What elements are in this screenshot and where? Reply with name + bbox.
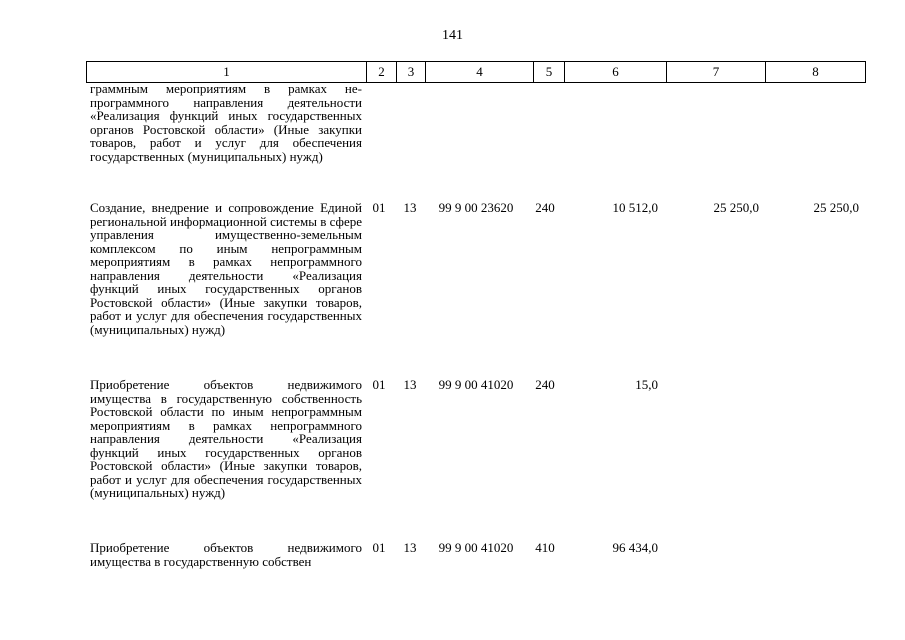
header-col-3: 3 xyxy=(397,62,426,83)
header-col-5: 5 xyxy=(534,62,565,83)
page-number: 141 xyxy=(442,28,463,43)
header-row xyxy=(87,62,866,83)
row-target-article: 99 9 00 41020 xyxy=(438,540,514,555)
row-subsection-code: 13 xyxy=(403,540,417,555)
header-col-2: 2 xyxy=(367,62,397,83)
row-section-code: 01 xyxy=(372,200,386,215)
row-amount-year1: 10 512,0 xyxy=(612,200,658,215)
row-section-code: 01 xyxy=(372,377,386,392)
row-subsection-code: 13 xyxy=(403,200,417,215)
row-section-code: 01 xyxy=(372,540,386,555)
row-expense-type: 410 xyxy=(535,540,555,555)
header-col-1: 1 xyxy=(87,62,367,83)
row-description: Приобретение объектов недвижимого имущества в государственную собственность Ростовской области по иным непрограммным мероприятиям в рамках непрограммного направления деятельности «Реализация функций иных государственных органов Ростовской области» (Иные закупки товаров, работ и услуг для обеспечения государственных (муниципальных) нужд) xyxy=(90,377,362,500)
header-col-7: 7 xyxy=(667,62,766,83)
row-target-article: 99 9 00 41020 xyxy=(438,377,514,392)
row-amount-year3: 25 250,0 xyxy=(813,200,859,215)
row-amount-year1: 15,0 xyxy=(635,377,658,392)
row-target-article: 99 9 00 23620 xyxy=(438,200,514,215)
row-amount-year2: 25 250,0 xyxy=(713,200,759,215)
row-expense-type: 240 xyxy=(535,377,555,392)
row-description: Приобретение объектов недвижимого имущества в государственную собствен xyxy=(90,540,362,569)
row-description: Создание, внедрение и сопровождение Единой региональной информационной системы в сфере управления имущественно-земельным комплексом по иным непрограммным мероприятиям в рамках непрограммного направления деятельности «Реализация функций иных государственных органов Ростовской области» (Иные закупки товаров, работ и услуг для обеспечения государственных (муниципальных) нужд) xyxy=(90,200,363,337)
header-col-8: 8 xyxy=(766,62,866,83)
column-number-header xyxy=(86,61,866,83)
continuation-description: граммным мероприятиям в рамках непрограммного направления деятельности «Реализация функций иных государственных органов Ростовской области» (Иные закупки товаров, работ и услуг для обеспечения государственных (муниципальных) нужд) xyxy=(90,81,362,164)
row-subsection-code: 13 xyxy=(403,377,417,392)
header-col-6: 6 xyxy=(565,62,667,83)
row-expense-type: 240 xyxy=(535,200,555,215)
row-amount-year1: 96 434,0 xyxy=(612,540,658,555)
header-col-4: 4 xyxy=(426,62,534,83)
